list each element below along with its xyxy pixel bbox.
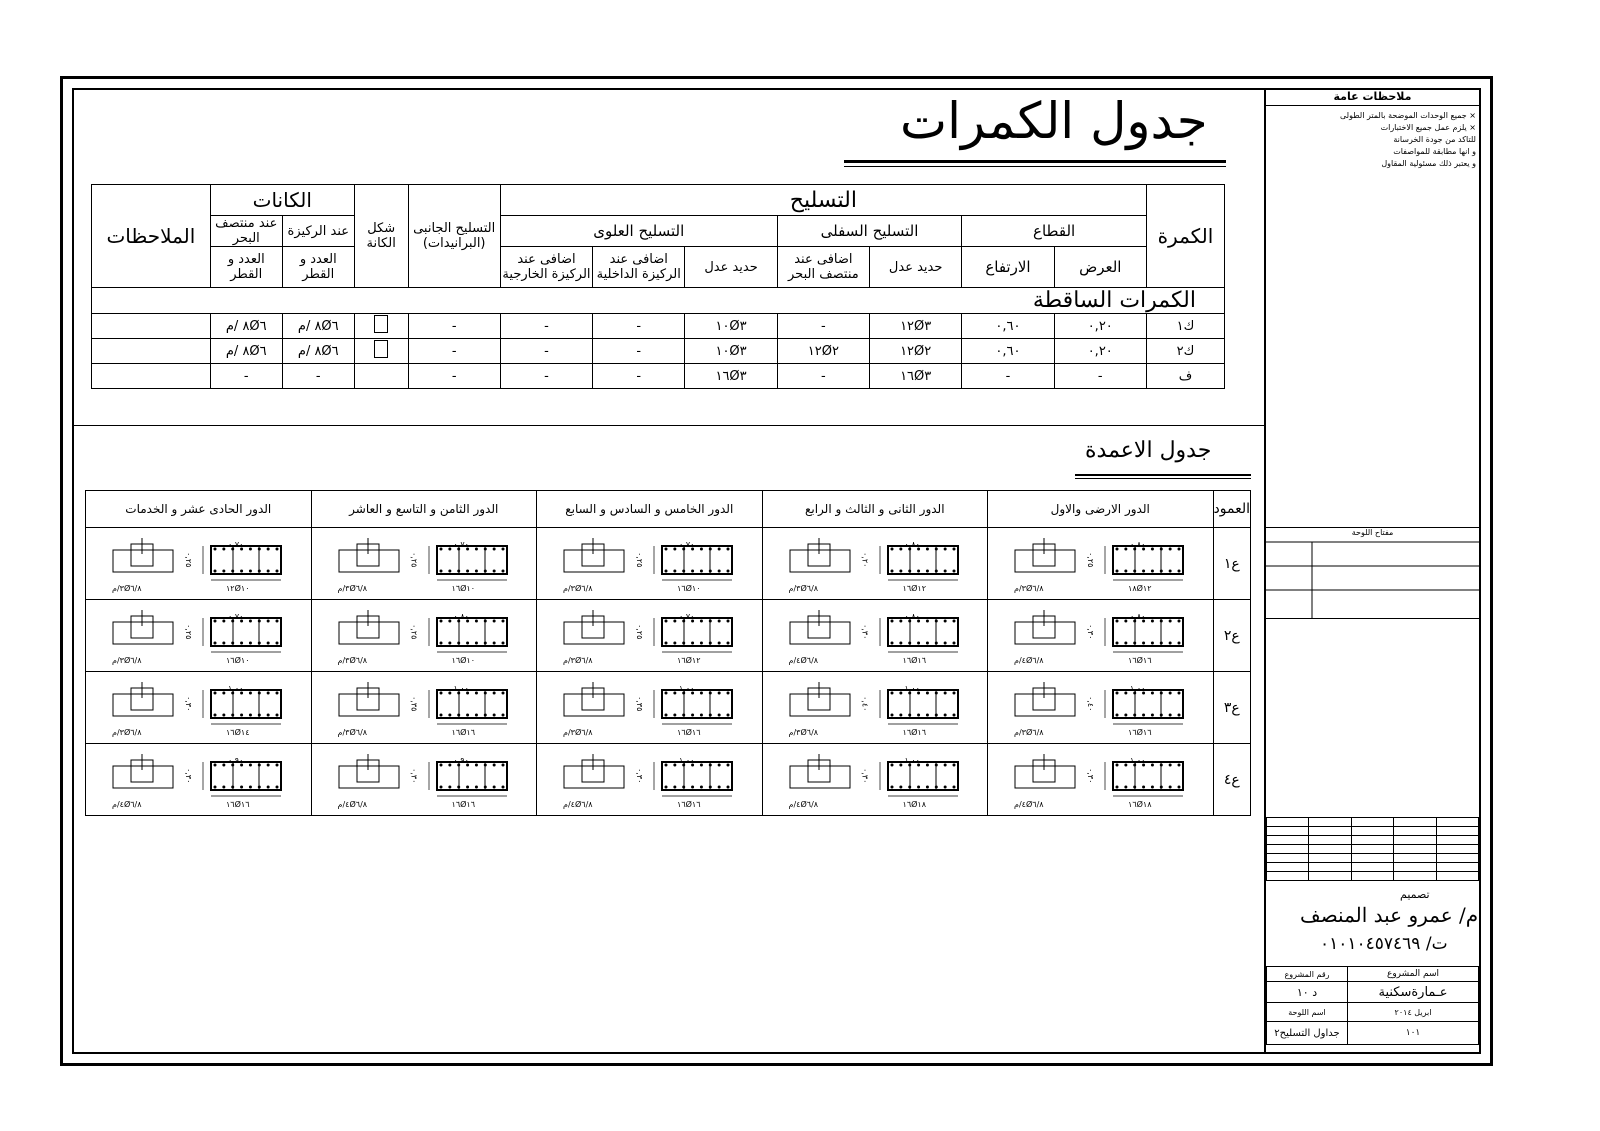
beam-width: ٠,٢٠ xyxy=(1054,314,1146,339)
footing-plan-icon xyxy=(564,610,624,644)
header-side: التسليح الجانبى (البرانيدات) xyxy=(408,185,500,288)
bars-label: ١٦Ø١٦ xyxy=(451,800,475,809)
header-top-int: اضافى عند الركيزة الداخلية xyxy=(593,247,685,288)
bars-label: ١٦Ø١٨ xyxy=(902,800,926,809)
width-label: ٠,٧٠ xyxy=(453,540,469,549)
bars-label: ١٦Ø١٦ xyxy=(902,656,926,665)
header-stirrups: الكانات xyxy=(210,185,354,216)
beam-name: ك١ xyxy=(1146,314,1224,339)
depth-label: ٠,٤٠ xyxy=(860,696,870,712)
stirrups-label: ٣Ø٦/٨/م xyxy=(1014,728,1044,737)
columns-title: جدول الاعمدة xyxy=(1085,438,1212,463)
column-section-icon xyxy=(203,762,281,796)
column-section-icon xyxy=(654,546,732,580)
column-cell xyxy=(86,600,312,672)
column-name: ع٣ xyxy=(1213,672,1250,744)
stirrups-label: ٣Ø٦/٨/م xyxy=(112,728,142,737)
date: ابريل ٢٠١٤ xyxy=(1348,1003,1479,1022)
sheet-name-label: اسم اللوحة xyxy=(1267,1003,1348,1022)
beam-side: - xyxy=(408,314,500,339)
header-top-straight: حديد عدل xyxy=(685,247,777,288)
header-reinforcement: التسليح xyxy=(500,185,1146,216)
footing-plan-icon xyxy=(564,754,624,788)
floor-header: الدور الثانى و الثالث و الرابع xyxy=(762,491,988,528)
depth-label: ٠,٢٥ xyxy=(635,624,645,640)
beam-bot-add: - xyxy=(777,314,869,339)
header-bot-mid: اضافى عند منتصف البحر xyxy=(777,247,869,288)
column-cell xyxy=(988,744,1214,816)
depth-label: ٠,٣٠ xyxy=(1086,624,1096,640)
footing-plan-icon xyxy=(113,754,173,788)
beam-top-ext: - xyxy=(500,364,592,389)
bars-label: ١٦Ø١٦ xyxy=(902,728,926,737)
column-section-icon xyxy=(880,762,958,796)
beam-top-int: - xyxy=(593,339,685,364)
section-label: الكمرات الساقطة xyxy=(92,288,1225,314)
table-row xyxy=(92,364,1225,389)
depth-label: ٠,٢٥ xyxy=(635,552,645,568)
sheet-no: ١٠١ xyxy=(1348,1022,1479,1045)
column-section-icon xyxy=(1105,618,1183,652)
column-section-icon xyxy=(880,546,958,580)
table-row xyxy=(86,600,1251,672)
column-cell xyxy=(86,744,312,816)
key-plan-title: مفتاح اللوحة xyxy=(1351,528,1394,537)
column-cell xyxy=(86,672,312,744)
width-label: ٠,٩٠ xyxy=(453,756,469,765)
depth-label: ٠,٣٠ xyxy=(860,624,870,640)
beam-height: ٠,٦٠ xyxy=(962,339,1054,364)
column-section-icon xyxy=(654,690,732,724)
stirrups-label: ٣Ø٦/٨/م xyxy=(112,656,142,665)
footing-plan-icon xyxy=(113,682,173,716)
column-cell xyxy=(988,600,1214,672)
depth-label: ٠,٢٥ xyxy=(184,624,193,640)
column-cell xyxy=(988,528,1214,600)
stirrup-shape xyxy=(354,339,408,364)
stirrups-label: ٤Ø٦/٨/م xyxy=(1014,656,1044,665)
beams-table xyxy=(91,184,1225,389)
title-underline-thin xyxy=(844,166,1226,167)
section-separator xyxy=(72,425,1264,426)
width-label: ٠,٨٠ xyxy=(453,612,469,621)
bars-label: ١٦Ø١٠ xyxy=(226,656,250,665)
footing-plan-icon xyxy=(564,538,624,572)
beam-sup: ٨Ø٦ /م xyxy=(282,314,354,339)
header-count-dia-mid: العدد و القطر xyxy=(210,247,282,288)
column-section-icon xyxy=(203,546,281,580)
header-beam: الكمرة xyxy=(1146,185,1224,288)
stirrup-shape-icon xyxy=(374,315,388,333)
beam-top-int: - xyxy=(593,364,685,389)
sheet-name: جداول التسليح٢ xyxy=(1267,1022,1348,1045)
bars-label: ١٦Ø١٦ xyxy=(1128,728,1152,737)
depth-label: ٠,٣٠ xyxy=(860,768,870,784)
column-cell xyxy=(762,528,988,600)
stirrups-label: ٤Ø٦/٨/م xyxy=(1014,800,1044,809)
beam-top-int: - xyxy=(593,314,685,339)
table-row xyxy=(92,339,1225,364)
header-top-ext: اضافى عند الركيزة الخارجية xyxy=(500,247,592,288)
bars-label: ١٦Ø١٠ xyxy=(451,584,475,593)
footing-plan-icon xyxy=(339,682,399,716)
note-line: و يعتبر ذلك مسئولية المقاول xyxy=(1381,159,1476,168)
width-label: ٠,٧٠ xyxy=(228,612,244,621)
footing-plan-icon xyxy=(790,682,850,716)
header-remarks: الملاحظات xyxy=(92,185,211,288)
depth-label: ٠,٤٠ xyxy=(1086,696,1096,712)
beam-name: ك٢ xyxy=(1146,339,1224,364)
depth-label: ٠,٢٠ xyxy=(860,552,870,568)
design-label: تصميم xyxy=(1400,888,1430,901)
stirrups-label: ٣Ø٦/٨/م xyxy=(112,584,142,593)
sheet-title: جدول الكمرات xyxy=(900,92,1208,150)
header-column: العمود xyxy=(1213,491,1250,528)
stirrup-shape-icon xyxy=(374,340,388,358)
column-cell xyxy=(537,744,763,816)
column-cell xyxy=(762,600,988,672)
width-label: ١,٠٠ xyxy=(228,684,244,693)
beam-width: - xyxy=(1054,364,1146,389)
table-row xyxy=(92,314,1225,339)
width-label: ١,٠٠ xyxy=(1130,756,1146,765)
column-cell xyxy=(311,600,537,672)
depth-label: ٠,٣٠ xyxy=(184,696,193,712)
stirrups-label: ٣Ø٦/٨/م xyxy=(788,728,819,737)
columns-title-underline xyxy=(1075,474,1251,476)
footing-plan-icon xyxy=(1015,538,1075,572)
column-cell xyxy=(762,672,988,744)
width-label: ٠,٨٠ xyxy=(1130,540,1146,549)
stirrups-label: ٤Ø٦/٨/م xyxy=(337,800,368,809)
column-cell xyxy=(988,672,1214,744)
width-label: ٠,٨٠ xyxy=(904,612,920,621)
bars-label: ١٦Ø١٦ xyxy=(677,728,701,737)
beam-mid: ٨Ø٦ /م xyxy=(210,339,282,364)
key-plan-box xyxy=(1264,527,1481,619)
bars-label: ١٦Ø١٦ xyxy=(677,800,701,809)
floor-header: الدور الخامس و السادس و السابع xyxy=(537,491,763,528)
note-line: × يلزم عمل جميع الاختبارات xyxy=(1380,123,1476,132)
header-at-midspan: عند منتصف البحر xyxy=(210,216,282,247)
column-section-icon xyxy=(429,762,507,796)
column-cell xyxy=(762,744,988,816)
header-stirrup-shape: شكل الكانة xyxy=(354,185,408,288)
footing-plan-icon xyxy=(1015,682,1075,716)
width-label: ٠,٧٠ xyxy=(228,540,244,549)
stirrups-label: ٣Ø٦/٨/م xyxy=(563,584,593,593)
stirrups-label: ٣Ø٦/٨/م xyxy=(563,728,593,737)
project-no: د ١٠ xyxy=(1267,982,1348,1003)
revisions-table xyxy=(1266,817,1479,881)
footing-plan-icon xyxy=(339,754,399,788)
stirrups-label: ٤Ø٦/٨/م xyxy=(788,656,819,665)
title-block xyxy=(1266,966,1479,1045)
header-at-support: عند الركيزة xyxy=(282,216,354,247)
project-name: عـمارةسكنية xyxy=(1348,982,1479,1003)
footing-plan-icon xyxy=(564,682,624,716)
note-line: و انها مطابقة للمواصفات xyxy=(1393,147,1476,156)
stirrups-label: ٣Ø٦/٨/م xyxy=(337,728,368,737)
bars-label: ١٦Ø١٨ xyxy=(1128,800,1152,809)
depth-label: ٠,٢٥ xyxy=(409,552,419,568)
beam-remarks xyxy=(92,339,211,364)
header-bottom: التسليح السفلى xyxy=(777,216,962,247)
header-height: الارتفاع xyxy=(962,247,1054,288)
column-cell xyxy=(537,528,763,600)
beam-top: ١٦Ø٣ xyxy=(685,364,777,389)
column-section-icon xyxy=(880,618,958,652)
column-section-icon xyxy=(1105,546,1183,580)
columns-table xyxy=(85,490,1251,816)
table-row xyxy=(86,672,1251,744)
designer-phone: ت/ ٠١٠١٠٤٥٧٤٦٩ xyxy=(1320,934,1448,954)
bars-label: ١٨Ø١٢ xyxy=(1128,584,1152,593)
stirrups-label: ٣Ø٦/٨/م xyxy=(788,584,819,593)
beam-mid: - xyxy=(210,364,282,389)
footing-plan-icon xyxy=(339,538,399,572)
footing-plan-icon xyxy=(790,754,850,788)
bars-label: ١٦Ø١٤ xyxy=(226,728,250,737)
column-cell xyxy=(537,600,763,672)
header-bot-straight: حديد عدل xyxy=(870,247,962,288)
beam-top: ١٠Ø٣ xyxy=(685,314,777,339)
column-section-icon xyxy=(1105,762,1183,796)
column-section-icon xyxy=(654,618,732,652)
depth-label: ٠,٣٥ xyxy=(635,696,645,712)
stirrups-label: ٣Ø٦/٨/م xyxy=(337,656,368,665)
notes-title: ملاحظات عامة xyxy=(1264,90,1481,106)
beam-mid: ٨Ø٦ /م xyxy=(210,314,282,339)
header-width: العرض xyxy=(1054,247,1146,288)
column-name: ع١ xyxy=(1213,528,1250,600)
floor-header: الدور الثامن و التاسع و العاشر xyxy=(311,491,537,528)
stirrups-label: ٤Ø٦/٨/م xyxy=(112,800,142,809)
width-label: ١,٠٠ xyxy=(679,684,695,693)
width-label: ١,٠٠ xyxy=(904,756,920,765)
footing-plan-icon xyxy=(1015,610,1075,644)
stirrups-label: ٣Ø٦/٨/م xyxy=(337,584,368,593)
beam-side: - xyxy=(408,364,500,389)
depth-label: ٠,٣٠ xyxy=(409,768,419,784)
key-plan-grid xyxy=(1264,528,1481,618)
floor-header: الدور الحادى عشر و الخدمات xyxy=(86,491,312,528)
header-section: القطاع xyxy=(962,216,1147,247)
width-label: ٠,٨٠ xyxy=(904,540,920,549)
project-no-label: رقم المشروع xyxy=(1267,967,1348,982)
designer-name: م/ عمرو عبد المنصف xyxy=(1300,903,1479,927)
column-cell xyxy=(311,528,537,600)
bars-label: ١٦Ø١٦ xyxy=(226,800,250,809)
beam-bot: ١٢Ø٢ xyxy=(870,339,962,364)
footing-plan-icon xyxy=(113,610,173,644)
footing-plan-icon xyxy=(790,610,850,644)
width-label: ٠,٧٠ xyxy=(679,612,695,621)
column-section-icon xyxy=(1105,690,1183,724)
width-label: ٠,٨٠ xyxy=(1130,612,1146,621)
width-label: ٠,٧٠ xyxy=(679,540,695,549)
beam-remarks xyxy=(92,364,211,389)
stirrup-shape-empty xyxy=(354,364,408,389)
column-cell xyxy=(311,744,537,816)
floor-header: الدور الارضى والاول xyxy=(988,491,1214,528)
depth-label: ٠,٢٥ xyxy=(409,624,419,640)
column-name: ع٢ xyxy=(1213,600,1250,672)
width-label: ١,٠٠ xyxy=(679,756,695,765)
width-label: ١,٠٠ xyxy=(1130,684,1146,693)
depth-label: ٠,٣٠ xyxy=(1086,768,1096,784)
footing-plan-icon xyxy=(339,610,399,644)
beam-bot: ١٦Ø٣ xyxy=(870,364,962,389)
beam-top: ١٠Ø٣ xyxy=(685,339,777,364)
column-section-icon xyxy=(654,762,732,796)
beam-width: ٠,٢٠ xyxy=(1054,339,1146,364)
beam-bot-add: ١٢Ø٢ xyxy=(777,339,869,364)
general-notes xyxy=(1270,110,1476,170)
stirrups-label: ٣Ø٦/٨/م xyxy=(1014,584,1044,593)
beam-side: - xyxy=(408,339,500,364)
beam-sup: - xyxy=(282,364,354,389)
beam-bot: ١٢Ø٣ xyxy=(870,314,962,339)
footing-plan-icon xyxy=(790,538,850,572)
columns-title-underline-thin xyxy=(1075,478,1251,479)
depth-label: ٠,٢٥ xyxy=(1086,552,1096,568)
bars-label: ١٦Ø١٦ xyxy=(1128,656,1152,665)
stirrups-label: ٤Ø٦/٨/م xyxy=(563,800,593,809)
stirrups-label: ٤Ø٦/٨/م xyxy=(788,800,819,809)
beam-top-ext: - xyxy=(500,339,592,364)
depth-label: ٠,٣٠ xyxy=(184,768,193,784)
table-row xyxy=(86,528,1251,600)
beam-height: - xyxy=(962,364,1054,389)
bars-label: ١٦Ø١٦ xyxy=(451,728,475,737)
table-row xyxy=(86,744,1251,816)
header-count-dia-support: العدد و القطر xyxy=(282,247,354,288)
stirrup-shape xyxy=(354,314,408,339)
footing-plan-icon xyxy=(1015,754,1075,788)
column-section-icon xyxy=(429,546,507,580)
depth-label: ٠,٣٠ xyxy=(635,768,645,784)
bars-label: ١٦Ø١٢ xyxy=(677,656,701,665)
header-top: التسليح العلوى xyxy=(500,216,777,247)
project-label: اسم المشروع xyxy=(1348,967,1479,982)
beam-sup: ٨Ø٦ /م xyxy=(282,339,354,364)
bars-label: ١٦Ø١٠ xyxy=(677,584,701,593)
column-section-icon xyxy=(880,690,958,724)
stirrups-label: ٣Ø٦/٨/م xyxy=(563,656,593,665)
column-cell xyxy=(311,672,537,744)
depth-label: ٠,٢٥ xyxy=(184,552,193,568)
width-label: ٠,٩٠ xyxy=(228,756,244,765)
column-section-icon xyxy=(429,618,507,652)
beam-height: ٠,٦٠ xyxy=(962,314,1054,339)
bars-label: ١٢Ø١٠ xyxy=(226,584,250,593)
column-section-icon xyxy=(203,618,281,652)
beam-top-ext: - xyxy=(500,314,592,339)
column-section-icon xyxy=(429,690,507,724)
column-name: ع٤ xyxy=(1213,744,1250,816)
title-underline xyxy=(844,160,1226,163)
beam-bot-add: - xyxy=(777,364,869,389)
note-line: × جميع الوحدات الموضحة بالمتر الطولى xyxy=(1339,111,1476,120)
width-label: ١,٠٠ xyxy=(453,684,469,693)
column-cell xyxy=(537,672,763,744)
column-cell xyxy=(86,528,312,600)
bars-label: ١٦Ø١٠ xyxy=(451,656,475,665)
column-section-icon xyxy=(203,690,281,724)
width-label: ١,٠٠ xyxy=(904,684,920,693)
beam-name: ف xyxy=(1146,364,1224,389)
bars-label: ١٦Ø١٢ xyxy=(902,584,926,593)
note-line: للتاكد من جودة الخرسانة xyxy=(1393,135,1476,144)
beam-remarks xyxy=(92,314,211,339)
depth-label: ٠,٣٥ xyxy=(409,696,419,712)
footing-plan-icon xyxy=(113,538,173,572)
